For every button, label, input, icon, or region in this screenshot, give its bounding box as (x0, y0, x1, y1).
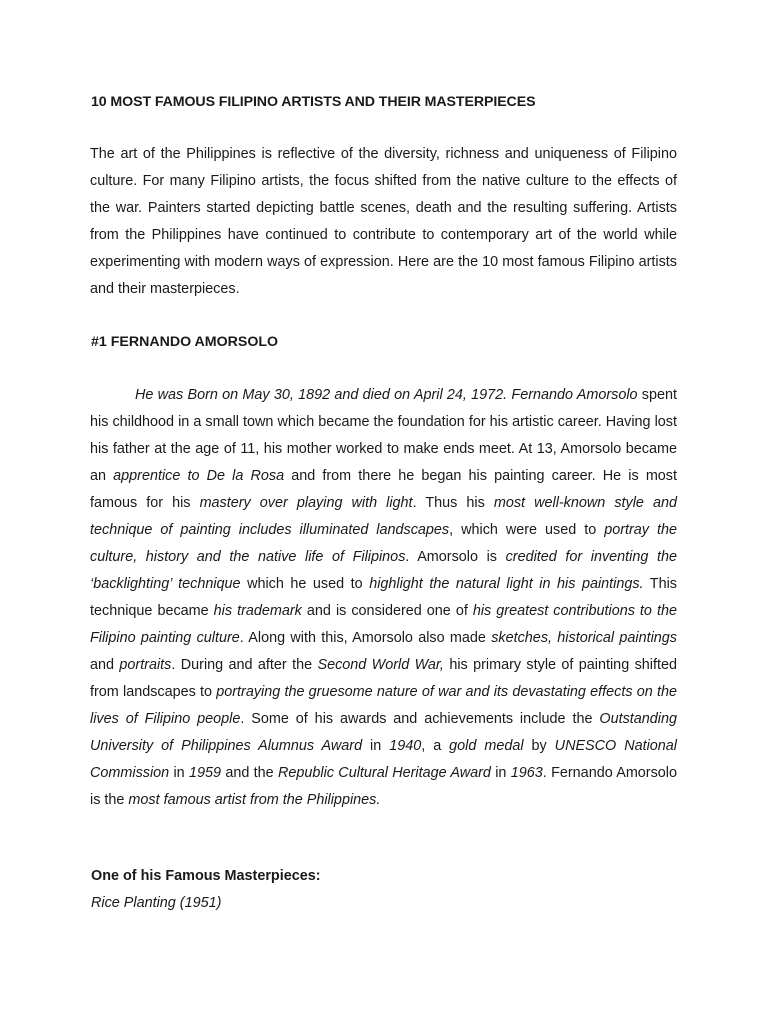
bio-text-italic: his greatest contributions to the Filipino painting culture (90, 603, 677, 646)
bio-text-italic: Outstanding University of Philippines Alumnus Award (90, 711, 677, 754)
intro-paragraph: The art of the Philippines is reflective of the diversity, richness and uniqueness of Filipino culture. For many Filipino artists, the focus shifted from the native culture to the effects of the war. Painters started depicting battle scenes, death and the resulting suffering. Artists from the Philippines have continued to contribute to contemporary art of the world while experimenting with modern ways of expression. Here are the 10 most famous Filipino artists and their masterpieces. (90, 146, 677, 297)
bio-text-italic: credited for inventing the ‘backlighting’ technique (90, 549, 677, 592)
bio-text-italic: Second World War, (317, 657, 444, 673)
bio-text: . Thus his (412, 495, 494, 511)
bio-text-italic: Republic Cultural Heritage Award (278, 765, 491, 781)
bio-text: , which were used to (449, 522, 605, 538)
bio-text-italic: most well-known style and technique of painting includes illuminated landscapes (90, 495, 677, 538)
bio-text-italic: mastery over playing with light (199, 495, 413, 511)
bio-text-italic: portraying the gruesome nature of war and its devastating effects on the lives of Filipino people (90, 684, 677, 727)
bio-text-italic: his trademark (213, 603, 302, 619)
bio-text-italic: 1959 (189, 765, 222, 781)
bio-text: . Fernando Amorsolo is the (90, 765, 678, 808)
bio-text-italic: He was Born on May 30, 1892 and died on April 24, 1972. Fernando Amorsolo (135, 387, 638, 403)
bio-text: . Some of his awards and achievements include the (240, 711, 600, 727)
masterpieces-heading: One of his Famous Masterpieces: (91, 868, 321, 884)
bio-text: and from there he began his painting career. He is most famous for his (90, 468, 678, 511)
bio-text-italic: 1963 (510, 765, 543, 781)
bio-text-italic: gold medal (449, 738, 524, 754)
bio-text: , a (421, 738, 450, 754)
bio-text-italic: portraits (119, 657, 172, 673)
bio-text: and the (221, 765, 278, 781)
bio-text: This technique became (90, 576, 677, 619)
bio-text-italic: sketches, historical paintings (491, 630, 677, 646)
bio-text: . Amorsolo is (405, 549, 506, 565)
bio-text-italic: highlight the natural light in his paintings. (369, 576, 644, 592)
bio-text-italic: 1940 (389, 738, 422, 754)
bio-text-italic: most famous artist from the Philippines. (128, 792, 381, 808)
section-heading: #1 FERNANDO AMORSOLO (91, 334, 279, 350)
bio-text: which he used to (240, 576, 370, 592)
masterpiece-item: Rice Planting (1951) (91, 895, 222, 911)
bio-text: in (490, 765, 511, 781)
bio-text-italic: apprentice to De la Rosa (113, 468, 285, 484)
bio-text: and (90, 657, 120, 673)
bio-text: spent his childhood in a small town which became the foundation for his artistic career. Having lost his father at the age of 11, his mother worked to make ends meet. At 13, Amorsolo became an (90, 387, 677, 484)
bio-text: . Along with this, Amorsolo also made (239, 630, 492, 646)
bio-text: in (169, 765, 190, 781)
bio-text: . During and after the (171, 657, 318, 673)
bio-paragraph (90, 382, 677, 814)
bio-text: by (523, 738, 555, 754)
bio-text-italic: UNESCO National Commission (90, 738, 678, 781)
bio-text: his primary style of painting shifted from landscapes to (90, 657, 677, 700)
document-title: 10 MOST FAMOUS FILIPINO ARTISTS AND THEIR MASTERPIECES (91, 94, 536, 110)
bio-text: in (362, 738, 390, 754)
bio-text-italic: portray the culture, history and the native life of Filipinos (90, 522, 677, 565)
bio-text: and is considered one of (301, 603, 473, 619)
